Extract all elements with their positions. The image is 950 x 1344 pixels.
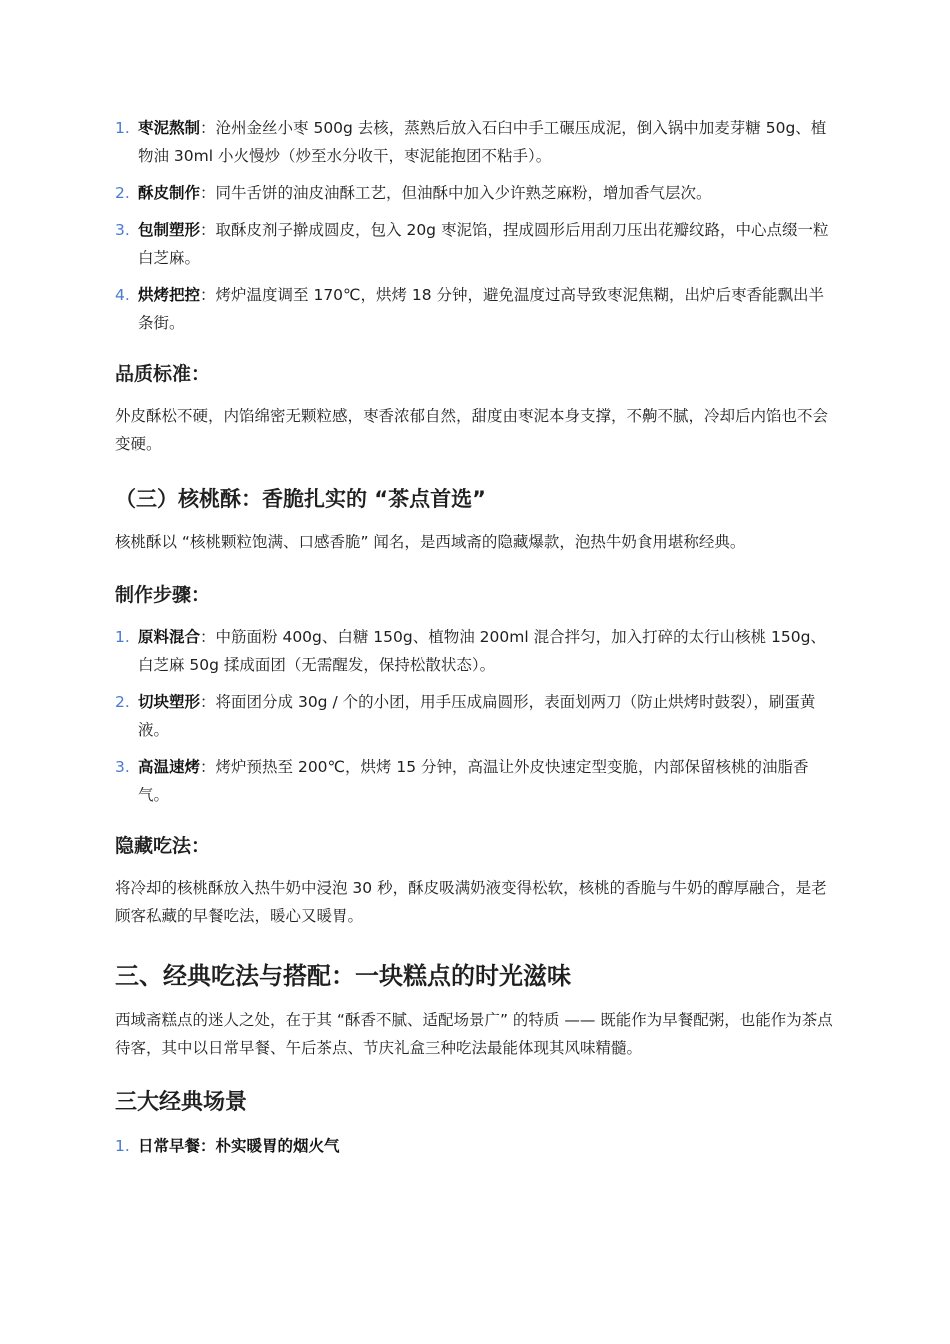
list-item [115, 216, 837, 272]
list-number: 1. [115, 1137, 130, 1155]
list-number: 1. [115, 119, 130, 137]
list-item [115, 1132, 837, 1160]
list-item [115, 281, 837, 337]
hidden-text: 将冷却的核桃酥放入热牛奶中浸泡 30 秒，酥皮吸满奶液变得松软，核桃的香脆与牛奶的醇厚融合，是老顾客私藏的早餐吃法，暖心又暖胃。 [115, 879, 827, 925]
hidden-heading: 隐藏吃法： [115, 835, 211, 857]
list-number: 2. [115, 693, 130, 711]
list-item [115, 753, 837, 809]
steps-heading-block [115, 581, 837, 609]
list-number: 3. [115, 758, 130, 776]
step-separator: ： [200, 286, 216, 304]
step-title: 枣泥熬制 [138, 119, 201, 137]
hidden-text-block [115, 874, 837, 930]
step-separator: ： [200, 628, 216, 646]
quality-text-block [115, 402, 837, 458]
list-item [115, 623, 837, 679]
step-separator: ： [200, 221, 216, 239]
quality-heading-block [115, 360, 837, 388]
section3-intro-block [115, 528, 837, 556]
jujube-steps-list [115, 114, 837, 346]
chapter3-text-block [115, 1006, 837, 1062]
section3-intro: 核桃酥以 “核桃颗粒饱满、口感香脆” 闻名，是西域斋的隐藏爆款，泡热牛奶食用堪称经典。 [115, 533, 746, 551]
quality-heading: 品质标准： [115, 363, 211, 385]
step-text: 沧州金丝小枣 500g 去核，蒸熟后放入石臼中手工碾压成泥，倒入锅中加麦芽糖 50g、植物油 30ml 小火慢炒（炒至水分收干，枣泥能抱团不粘手）。 [138, 119, 827, 165]
section3-heading-block [115, 484, 837, 514]
step-separator: ： [200, 119, 216, 137]
step-title: 烘烤把控 [138, 286, 201, 304]
step-title: 切块塑形 [138, 693, 201, 711]
scenes-heading: 三大经典场景 [115, 1090, 248, 1115]
list-item [115, 179, 837, 207]
section3-heading: （三）核桃酥：香脆扎实的 “茶点首选” [115, 487, 486, 511]
step-text: 取酥皮剂子擀成圆皮，包入 20g 枣泥馅，捏成圆形后用刮刀压出花瓣纹路，中心点缀一粒白芝麻。 [138, 221, 829, 267]
step-text: 中筋面粉 400g、白糖 150g、植物油 200ml 混合拌匀，加入打碎的太行山核桃 150g、白芝麻 50g 揉成面团（无需醒发，保持松散状态）。 [138, 628, 826, 674]
step-separator: ： [200, 184, 216, 202]
list-number: 2. [115, 184, 130, 202]
list-item [115, 114, 837, 170]
step-text: 同牛舌饼的油皮油酥工艺，但油酥中加入少许熟芝麻粉，增加香气层次。 [215, 184, 712, 202]
list-number: 3. [115, 221, 130, 239]
quality-text: 外皮酥松不硬，内馅绵密无颗粒感，枣香浓郁自然，甜度由枣泥本身支撑，不齁不腻，冷却后内馅也不会变硬。 [115, 407, 829, 453]
step-title: 高温速烤 [138, 758, 201, 776]
scenes-heading-block [115, 1087, 837, 1119]
step-title: 酥皮制作 [138, 184, 201, 202]
list-item [115, 688, 837, 744]
step-title: 原料混合 [138, 628, 201, 646]
step-text: 将面团分成 30g / 个的小团，用手压成扁圆形，表面划两刀（防止烘烤时鼓裂），刷蛋黄液。 [138, 693, 816, 739]
chapter3-heading: 三、经典吃法与搭配：一块糕点的时光滋味 [115, 962, 571, 990]
step-text: 烤炉预热至 200℃，烘烤 15 分钟，高温让外皮快速定型变脆，内部保留核桃的油脂香气。 [138, 758, 809, 804]
scene-title: 日常早餐：朴实暖胃的烟火气 [138, 1137, 340, 1155]
scenes-list [115, 1132, 837, 1169]
walnut-steps-list [115, 623, 837, 818]
step-text: 烤炉温度调至 170℃，烘烤 18 分钟，避免温度过高导致枣泥焦糊，出炉后枣香能飘出半条街。 [138, 286, 825, 332]
step-separator: ： [200, 693, 216, 711]
step-separator: ： [200, 758, 216, 776]
steps-heading: 制作步骤： [115, 584, 211, 606]
list-number: 4. [115, 286, 130, 304]
list-number: 1. [115, 628, 130, 646]
hidden-heading-block [115, 832, 837, 860]
chapter3-text: 西域斋糕点的迷人之处，在于其 “酥香不腻、适配场景广” 的特质 —— 既能作为早餐配粥，也能作为茶点待客，其中以日常早餐、午后茶点、节庆礼盒三种吃法最能体现其风味精髓。 [115, 1011, 833, 1057]
step-title: 包制塑形 [138, 221, 201, 239]
chapter3-heading-block [115, 959, 837, 993]
